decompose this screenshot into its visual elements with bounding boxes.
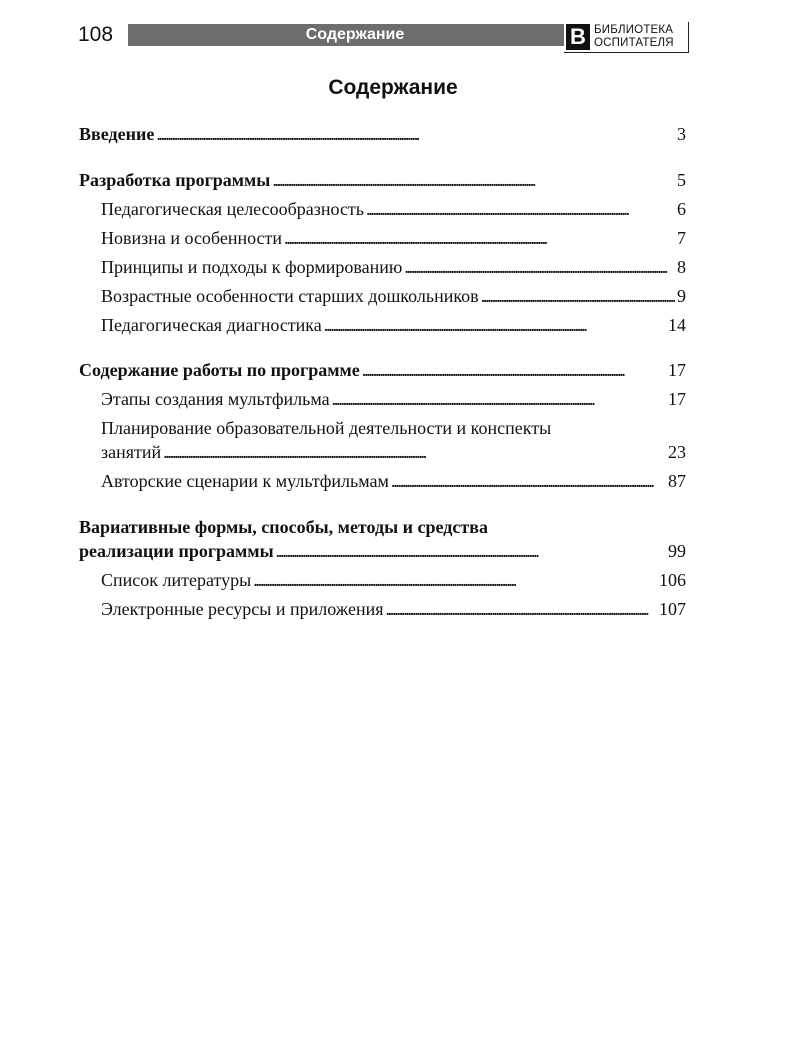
- section-header-bar: [128, 24, 638, 46]
- page-title: Содержание: [328, 76, 458, 99]
- toc-entry-label: Принципы и подходы к формированию: [101, 257, 403, 277]
- series-logo-line2: ОСПИТАТЕЛЯ: [594, 37, 674, 49]
- leader-dots: [272, 168, 675, 192]
- toc-subentry[interactable]: [101, 313, 686, 337]
- toc-entry-page: 5: [677, 170, 686, 190]
- toc-entry-content[interactable]: [79, 358, 686, 382]
- toc-entry-variants-line1[interactable]: Вариативные формы, способы, методы и средства: [79, 517, 488, 537]
- leader-dots: [386, 597, 658, 621]
- running-header: [78, 22, 690, 56]
- toc-entry-label: Педагогическая диагностика: [101, 315, 322, 335]
- toc-entry-page: 7: [677, 228, 686, 248]
- toc-entry-label: Авторские сценарии к мультфильмам: [101, 471, 389, 491]
- leader-dots: [284, 226, 675, 250]
- toc-entry-page: 8: [677, 257, 686, 277]
- toc-entry-label: Список литературы: [101, 570, 252, 590]
- toc-entry-page: 3: [677, 124, 686, 144]
- toc-entry-page: 107: [659, 599, 686, 619]
- toc-subentry-label-line1[interactable]: Планирование образовательной деятельности и конспекты: [101, 418, 552, 438]
- toc-entry-label: Педагогическая целесообразность: [101, 199, 365, 219]
- leader-dots: [156, 122, 675, 146]
- leader-dots: [276, 539, 666, 563]
- toc-entry-label: занятий: [101, 442, 162, 462]
- leader-dots: [404, 255, 675, 279]
- leader-dots: [253, 568, 657, 592]
- toc-entry-intro[interactable]: [79, 122, 686, 146]
- toc-subentry[interactable]: [101, 440, 686, 464]
- toc-entry-page: 23: [668, 442, 686, 462]
- toc-entry-label: Этапы создания мультфильма: [101, 389, 330, 409]
- toc-entry-page: 106: [659, 570, 686, 590]
- leader-dots: [324, 313, 666, 337]
- toc-subentry[interactable]: [101, 568, 686, 592]
- toc-entry-variants[interactable]: [79, 539, 686, 563]
- toc-entry-label: Новизна и особенности: [101, 228, 283, 248]
- leader-dots: [366, 197, 675, 221]
- section-header-title: Содержание: [305, 26, 405, 43]
- toc-entry-page: 87: [668, 471, 686, 491]
- toc-entry-page: 99: [668, 541, 686, 561]
- toc-subentry[interactable]: [101, 255, 686, 279]
- toc-entry-page: 17: [668, 360, 686, 380]
- toc-subentry[interactable]: [101, 597, 686, 621]
- series-logo: [564, 22, 690, 54]
- leader-dots: [332, 387, 666, 411]
- toc-entry-label: Введение: [79, 124, 155, 144]
- toc-entry-label: реализации программы: [79, 541, 274, 561]
- toc-subentry[interactable]: [101, 387, 686, 411]
- toc-entry-development[interactable]: [79, 168, 686, 192]
- toc-entry-page: 14: [668, 315, 686, 335]
- toc-entry-page: 9: [677, 286, 686, 306]
- toc-subentry[interactable]: [101, 284, 686, 308]
- toc-entry-label: Возрастные особенности старших дошкольников: [101, 286, 479, 306]
- toc-entry-label: Электронные ресурсы и приложения: [101, 599, 384, 619]
- series-logo-line1: БИБЛИОТЕКА: [594, 24, 674, 36]
- toc-subentry[interactable]: [101, 197, 686, 221]
- toc-subentry[interactable]: [101, 226, 686, 250]
- toc-entry-label: Разработка программы: [79, 170, 271, 190]
- leader-dots: [163, 440, 666, 464]
- toc-entry-label: Содержание работы по программе: [79, 360, 360, 380]
- leader-dots: [391, 469, 666, 493]
- toc-subentry[interactable]: [101, 469, 686, 493]
- leader-dots: [362, 358, 666, 382]
- toc-entry-page: 6: [677, 199, 686, 219]
- page-number: 108: [78, 23, 114, 46]
- toc-entry-page: 17: [668, 389, 686, 409]
- leader-dots: [481, 284, 675, 308]
- series-logo-letter: В: [566, 24, 590, 50]
